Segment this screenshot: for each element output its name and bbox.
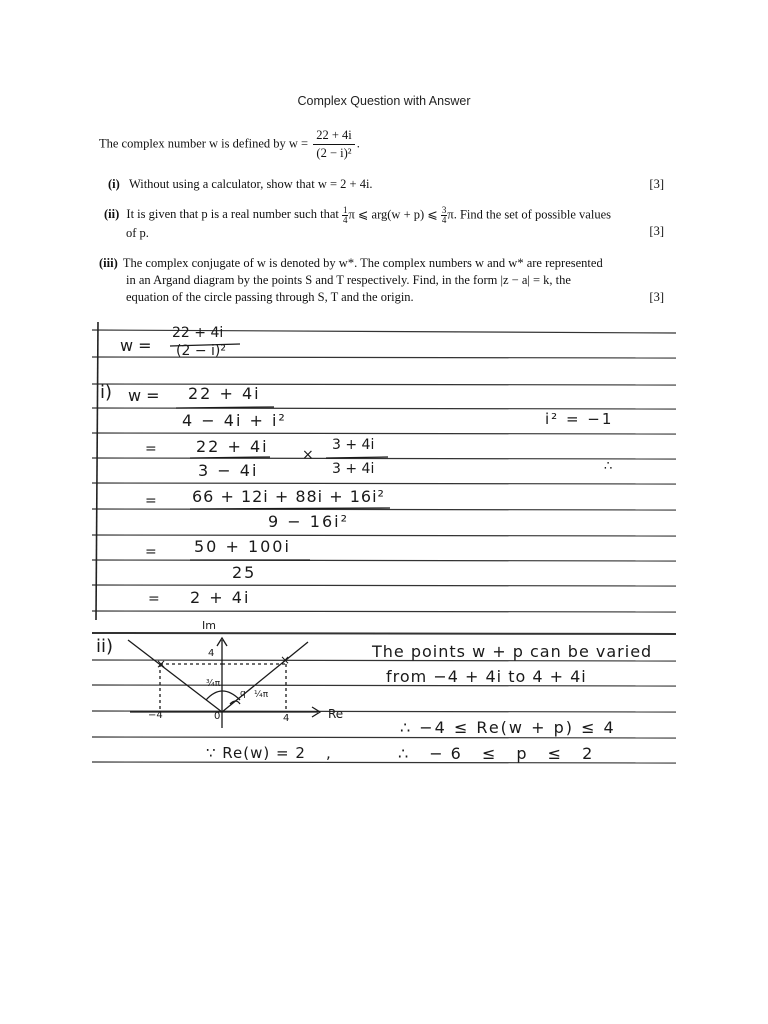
ans-l2-lhs: w = (128, 386, 160, 405)
angle-arc (206, 691, 240, 700)
point-mark-right: × (280, 653, 291, 667)
ans-l4-eq: = (145, 493, 157, 509)
intro-numerator: 22 + 4i (313, 127, 355, 145)
margin-line (96, 322, 98, 620)
ans-l1-den: (2 − i)² (176, 343, 226, 359)
intro-denominator: (2 − i)² (316, 146, 352, 160)
ans-l2-note: i² = −1 (545, 410, 614, 428)
part-i-label: (i) (108, 177, 120, 191)
ans-l3-num: 22 + 4i (196, 437, 269, 456)
ans-l3-times: × (302, 447, 314, 463)
ans-l3-den: 3 − 4i (198, 461, 259, 480)
ans-l3-num2: 3 + 4i (332, 437, 375, 453)
tick-label-origin: 0 (214, 711, 221, 722)
point-mark-left: × (156, 657, 167, 671)
ans-l6-eq: = (148, 591, 160, 607)
angle-label-3q: ¾π (206, 679, 221, 689)
ans-part-i-label: i) (100, 382, 113, 403)
part-iii-label: (iii) (99, 256, 118, 270)
intro-tail: . (356, 136, 360, 151)
part-ii-text-a: It is given that p is a real number such that (126, 207, 339, 222)
part-i-text: Without using a calculator, show that w = 2 + 4i. (128, 177, 373, 191)
part-ii-frac2-n: 3 (441, 205, 447, 215)
ans-l2-den: 4 − 4i + i² (182, 411, 287, 430)
part-ii-marks: [3] (649, 224, 664, 238)
ans-l4-num: 66 + 12i + 88i + 16i² (192, 487, 385, 506)
ans-l2-num: 22 + 4i (188, 384, 261, 403)
part-ii-frac1-n: 1 (342, 205, 348, 215)
ans-l5-den: 25 (232, 563, 257, 582)
tick-label-re-4: 4 (283, 713, 290, 724)
ans-l6-val: 2 + 4i (190, 588, 251, 607)
axis-re-label: Re (328, 707, 344, 721)
ans-l4-den: 9 − 16i² (268, 512, 349, 531)
ans-l5-eq: = (145, 544, 157, 560)
part-iii-line1: The complex conjugate of w is denoted by w*. The complex numbers w and w* are represented (122, 256, 603, 270)
part-ii-frac2-d: 4 (441, 215, 447, 225)
ans-l3-den2: 3 + 4i (332, 461, 375, 477)
ans-l5-num: 50 + 100i (194, 537, 291, 556)
part-iii-marks: [3] (649, 290, 664, 304)
ans-ii-ineq2: ∴ −6 ≤ p ≤ 2 (398, 744, 601, 763)
part-ii-line2: of p. (126, 226, 149, 240)
ruled-lines (92, 330, 676, 763)
ans-l1-num: 22 + 4i (172, 325, 224, 341)
ans-ii-text1: The points w + p can be varied (372, 642, 653, 661)
part-ii-frac1-d: 4 (342, 215, 348, 225)
angle-label-q: q (240, 689, 246, 699)
tick-label-neg4: −4 (148, 710, 163, 721)
axis-im-label: Im (202, 619, 216, 632)
ans-part-ii-label: ii) (96, 636, 114, 657)
part-i-marks: [3] (649, 177, 664, 191)
tick-label-im-4: 4 (208, 648, 215, 659)
part-iii-line2: in an Argand diagram by the points S and T respectively. Find, in the form |z − a| = k, the (126, 273, 571, 287)
angle-label-1q: ¼π (254, 690, 269, 700)
ans-ii-text2: from −4 + 4i to 4 + 4i (386, 667, 587, 686)
part-iii-line3: equation of the circle passing through S, T and the origin. (126, 290, 414, 304)
intro-eq-lhs: w = (288, 136, 309, 151)
intro-text: The complex number w is defined by (99, 136, 286, 151)
page-title: Complex Question with Answer (297, 94, 471, 108)
ans-l3-eq: = (145, 441, 157, 457)
ans-ii-comma: , (326, 744, 331, 762)
ans-ii-re-w: ∵ Re(w) = 2 (206, 744, 306, 762)
ans-l3-dots: ∴ (604, 459, 613, 474)
ans-l1-lhs: w = (120, 336, 152, 355)
part-ii-label: (ii) (104, 207, 120, 222)
part-ii-ineq: π ⩽ arg(w + p) ⩽ (348, 207, 438, 222)
ans-ii-ineq1: ∴ −4 ≤ Re(w + p) ≤ 4 (400, 718, 616, 737)
part-ii-text-b: π. Find the set of possible values (447, 207, 611, 222)
